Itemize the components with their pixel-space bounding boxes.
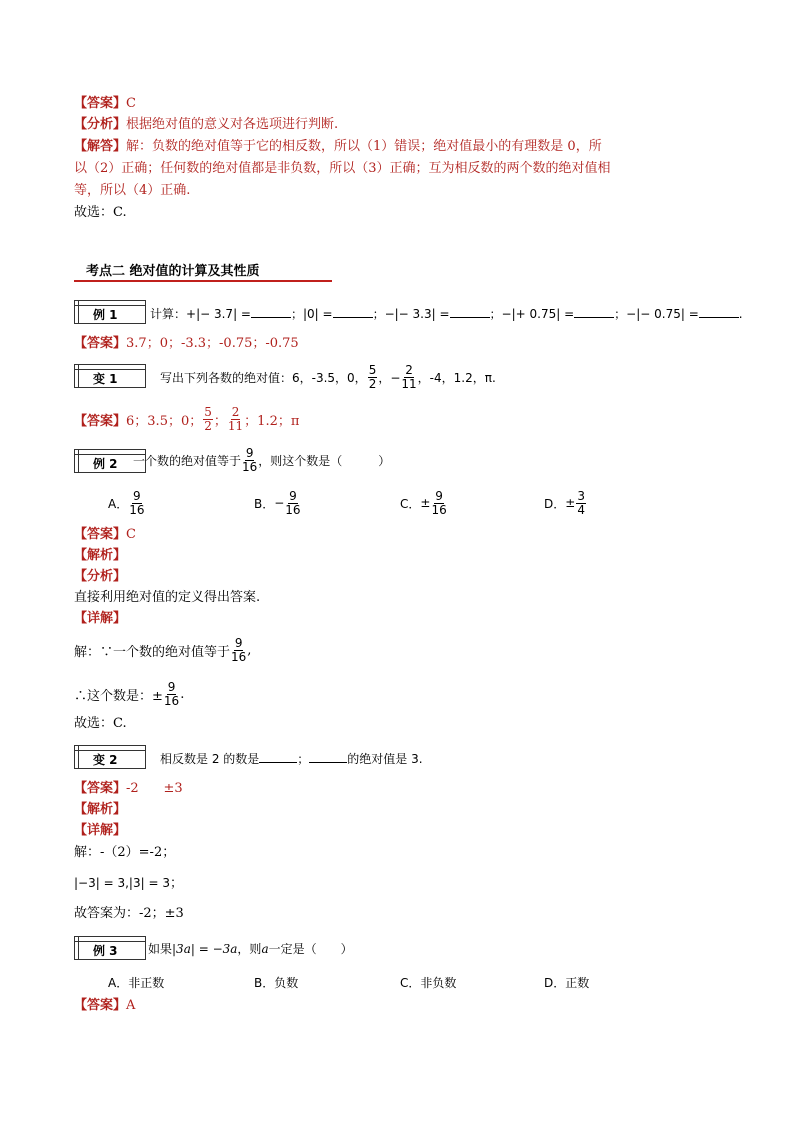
section-underline [74, 280, 332, 282]
example-2-text-end: ，则这个数是（ ） [258, 453, 391, 468]
example-2-question [133, 443, 390, 477]
answer-label: 【答案】 [74, 527, 127, 542]
option-letter: C． [400, 496, 421, 511]
solution-line-3: 等，所以（4）正确. [74, 183, 191, 198]
fraction: $\frac{5}{2}$ [368, 362, 377, 391]
separator: ； [297, 752, 310, 766]
top-solution [74, 137, 602, 157]
fraction: $\frac{5}{2}$ [204, 404, 212, 433]
option-prefix: ± [420, 496, 431, 510]
answer-label: 【答案】 [74, 998, 127, 1013]
detail-line-2 [74, 676, 184, 712]
top-answer [74, 94, 136, 114]
example-1-tag: 例 1 [93, 308, 118, 322]
option-c[interactable] [400, 486, 448, 520]
example-1-part-3: ；−|− 3.3| = [372, 307, 450, 321]
question-text-end: 的绝对值是 3. [347, 752, 423, 766]
fraction: $\frac{2}{11}$ [401, 362, 417, 391]
example-3-box [74, 936, 146, 960]
analysis-label: 【分析】 [74, 117, 127, 132]
blank-1[interactable] [251, 305, 291, 318]
fraction: $\frac{9}{16}$ [285, 488, 301, 517]
example-1-answer [74, 334, 299, 354]
analysis-text: 根据绝对值的意义对各选项进行判断. [126, 117, 339, 132]
option-b[interactable] [254, 486, 302, 520]
example-1-lead: 计算： [150, 307, 187, 321]
ex3-option-d[interactable]: D．正数 [544, 976, 590, 990]
separator: ； [213, 413, 227, 429]
solution-line-2: 以（2）正确；任何数的绝对值都是非负数，所以（3）正确；互为相反数的两个数的绝对值相 [74, 161, 611, 176]
analysis-text: 直接利用绝对值的定义得出答案. [74, 590, 261, 605]
option-prefix: ± [565, 496, 576, 510]
analysis-label: 【分析】 [74, 569, 127, 584]
separator: ，− [378, 370, 401, 385]
blank-1[interactable] [259, 750, 297, 763]
answer-label: 【答案】 [74, 781, 127, 796]
variation-2-box [74, 745, 146, 769]
fraction: $\frac{9}{16}$ [231, 635, 247, 664]
variation-1-tag: 变 1 [93, 372, 118, 386]
option-prefix: − [274, 496, 285, 510]
variation-2-question [160, 750, 423, 767]
variation-1-box [74, 364, 146, 388]
variation-2-tag: 变 2 [93, 753, 118, 767]
answer-value: C [126, 527, 136, 542]
answer-value: 6；3.5；0； [126, 413, 203, 429]
example-1-part-2: ；|0| = [290, 307, 333, 321]
analysis-heading: 【解析】 [74, 548, 127, 563]
section-title: 考点二 绝对值的计算及其性质 [86, 264, 260, 279]
abs-expression: |3a| = −3a [172, 942, 238, 956]
example-1-box [74, 300, 146, 324]
solution-line-1: 解：负数的绝对值等于它的相反数，所以（1）错误；绝对值最小的有理数是 0，所 [126, 139, 602, 154]
example-2-answer [74, 525, 136, 545]
analysis-heading: 【解析】 [74, 802, 127, 817]
variation-1-text: 写出下列各数的绝对值：6，-3.5，0， [160, 370, 367, 385]
ex3-option-c[interactable]: C．非负数 [400, 976, 457, 990]
answer-value: 3.7；0；-3.3；-0.75；-0.75 [126, 336, 299, 351]
example-3-answer [74, 996, 135, 1016]
answer-value: C [126, 96, 136, 111]
answer-value: A [126, 998, 136, 1013]
top-choose: 故选：C. [74, 205, 127, 220]
ex3-option-a[interactable]: A．非正数 [108, 976, 165, 990]
question-text: 相反数是 2 的数是 [160, 752, 260, 766]
detail-text-end: , [247, 642, 252, 658]
blank-5[interactable] [699, 305, 739, 318]
variation-2-answer [74, 779, 183, 799]
detail-line-3: 故答案为：-2；±3 [74, 906, 184, 921]
example-2-text: 一个数的绝对值等于 [133, 453, 242, 468]
answer-label: 【答案】 [74, 96, 127, 111]
top-analysis [74, 115, 338, 135]
fraction: $\frac{3}{4}$ [577, 488, 585, 517]
detail-label: 【详解】 [74, 611, 127, 626]
option-letter: D． [544, 496, 566, 511]
variation-1-answer [74, 402, 299, 436]
answer-value: -2 ±3 [126, 781, 183, 796]
option-a[interactable] [108, 486, 146, 520]
example-1-part-1: +|− 3.7| = [186, 307, 251, 321]
fraction: $\frac{9}{16}$ [431, 488, 447, 517]
fraction: $\frac{2}{11}$ [227, 404, 244, 433]
answer-label: 【答案】 [74, 413, 127, 429]
answer-label: 【答案】 [74, 336, 127, 351]
detail-line-2 [74, 872, 183, 891]
blank-4[interactable] [574, 305, 614, 318]
detail-text: 解：∵一个数的绝对值等于 [74, 644, 231, 660]
abs-expression: |−3| = 3,|3| = 3 [74, 876, 170, 890]
example-1-question [150, 305, 743, 322]
fraction: $\frac{9}{16}$ [163, 679, 180, 708]
example-1-part-5: ；−|− 0.75| = [614, 307, 699, 321]
option-letter: A． [108, 496, 129, 511]
variation-1-text-end: ，-4，1.2，π. [417, 370, 496, 385]
detail-text-end: . [180, 686, 185, 702]
example-1-end: . [738, 307, 743, 321]
question-text-mid: ，则 [237, 942, 262, 956]
variable: a [261, 942, 269, 956]
question-text: 如果 [148, 942, 173, 956]
blank-2[interactable] [309, 750, 347, 763]
example-2-choose: 故选：C. [74, 716, 127, 731]
example-1-part-4: ；−|+ 0.75| = [489, 307, 575, 321]
blank-3[interactable] [450, 305, 490, 318]
fraction: $\frac{9}{16}$ [129, 488, 145, 517]
separator: ； [169, 876, 183, 891]
example-3-question [148, 940, 353, 957]
fraction: $\frac{9}{16}$ [242, 445, 258, 474]
question-text-end: 一定是（ ） [268, 942, 353, 956]
example-3-tag: 例 3 [93, 944, 118, 958]
option-letter: B． [254, 496, 275, 511]
blank-2[interactable] [333, 305, 373, 318]
example-2-tag: 例 2 [93, 457, 118, 471]
detail-line-1: 解：-（2）=-2； [74, 845, 176, 860]
detail-label: 【详解】 [74, 823, 127, 838]
option-d[interactable] [544, 486, 587, 520]
variation-1-question [160, 360, 496, 394]
solution-label: 【解答】 [74, 139, 127, 154]
ex3-option-b[interactable]: B．负数 [254, 976, 299, 990]
answer-value-end: ；1.2；π [244, 413, 300, 429]
detail-line-1 [74, 632, 251, 668]
detail-text: ∴这个数是：± [74, 688, 163, 704]
